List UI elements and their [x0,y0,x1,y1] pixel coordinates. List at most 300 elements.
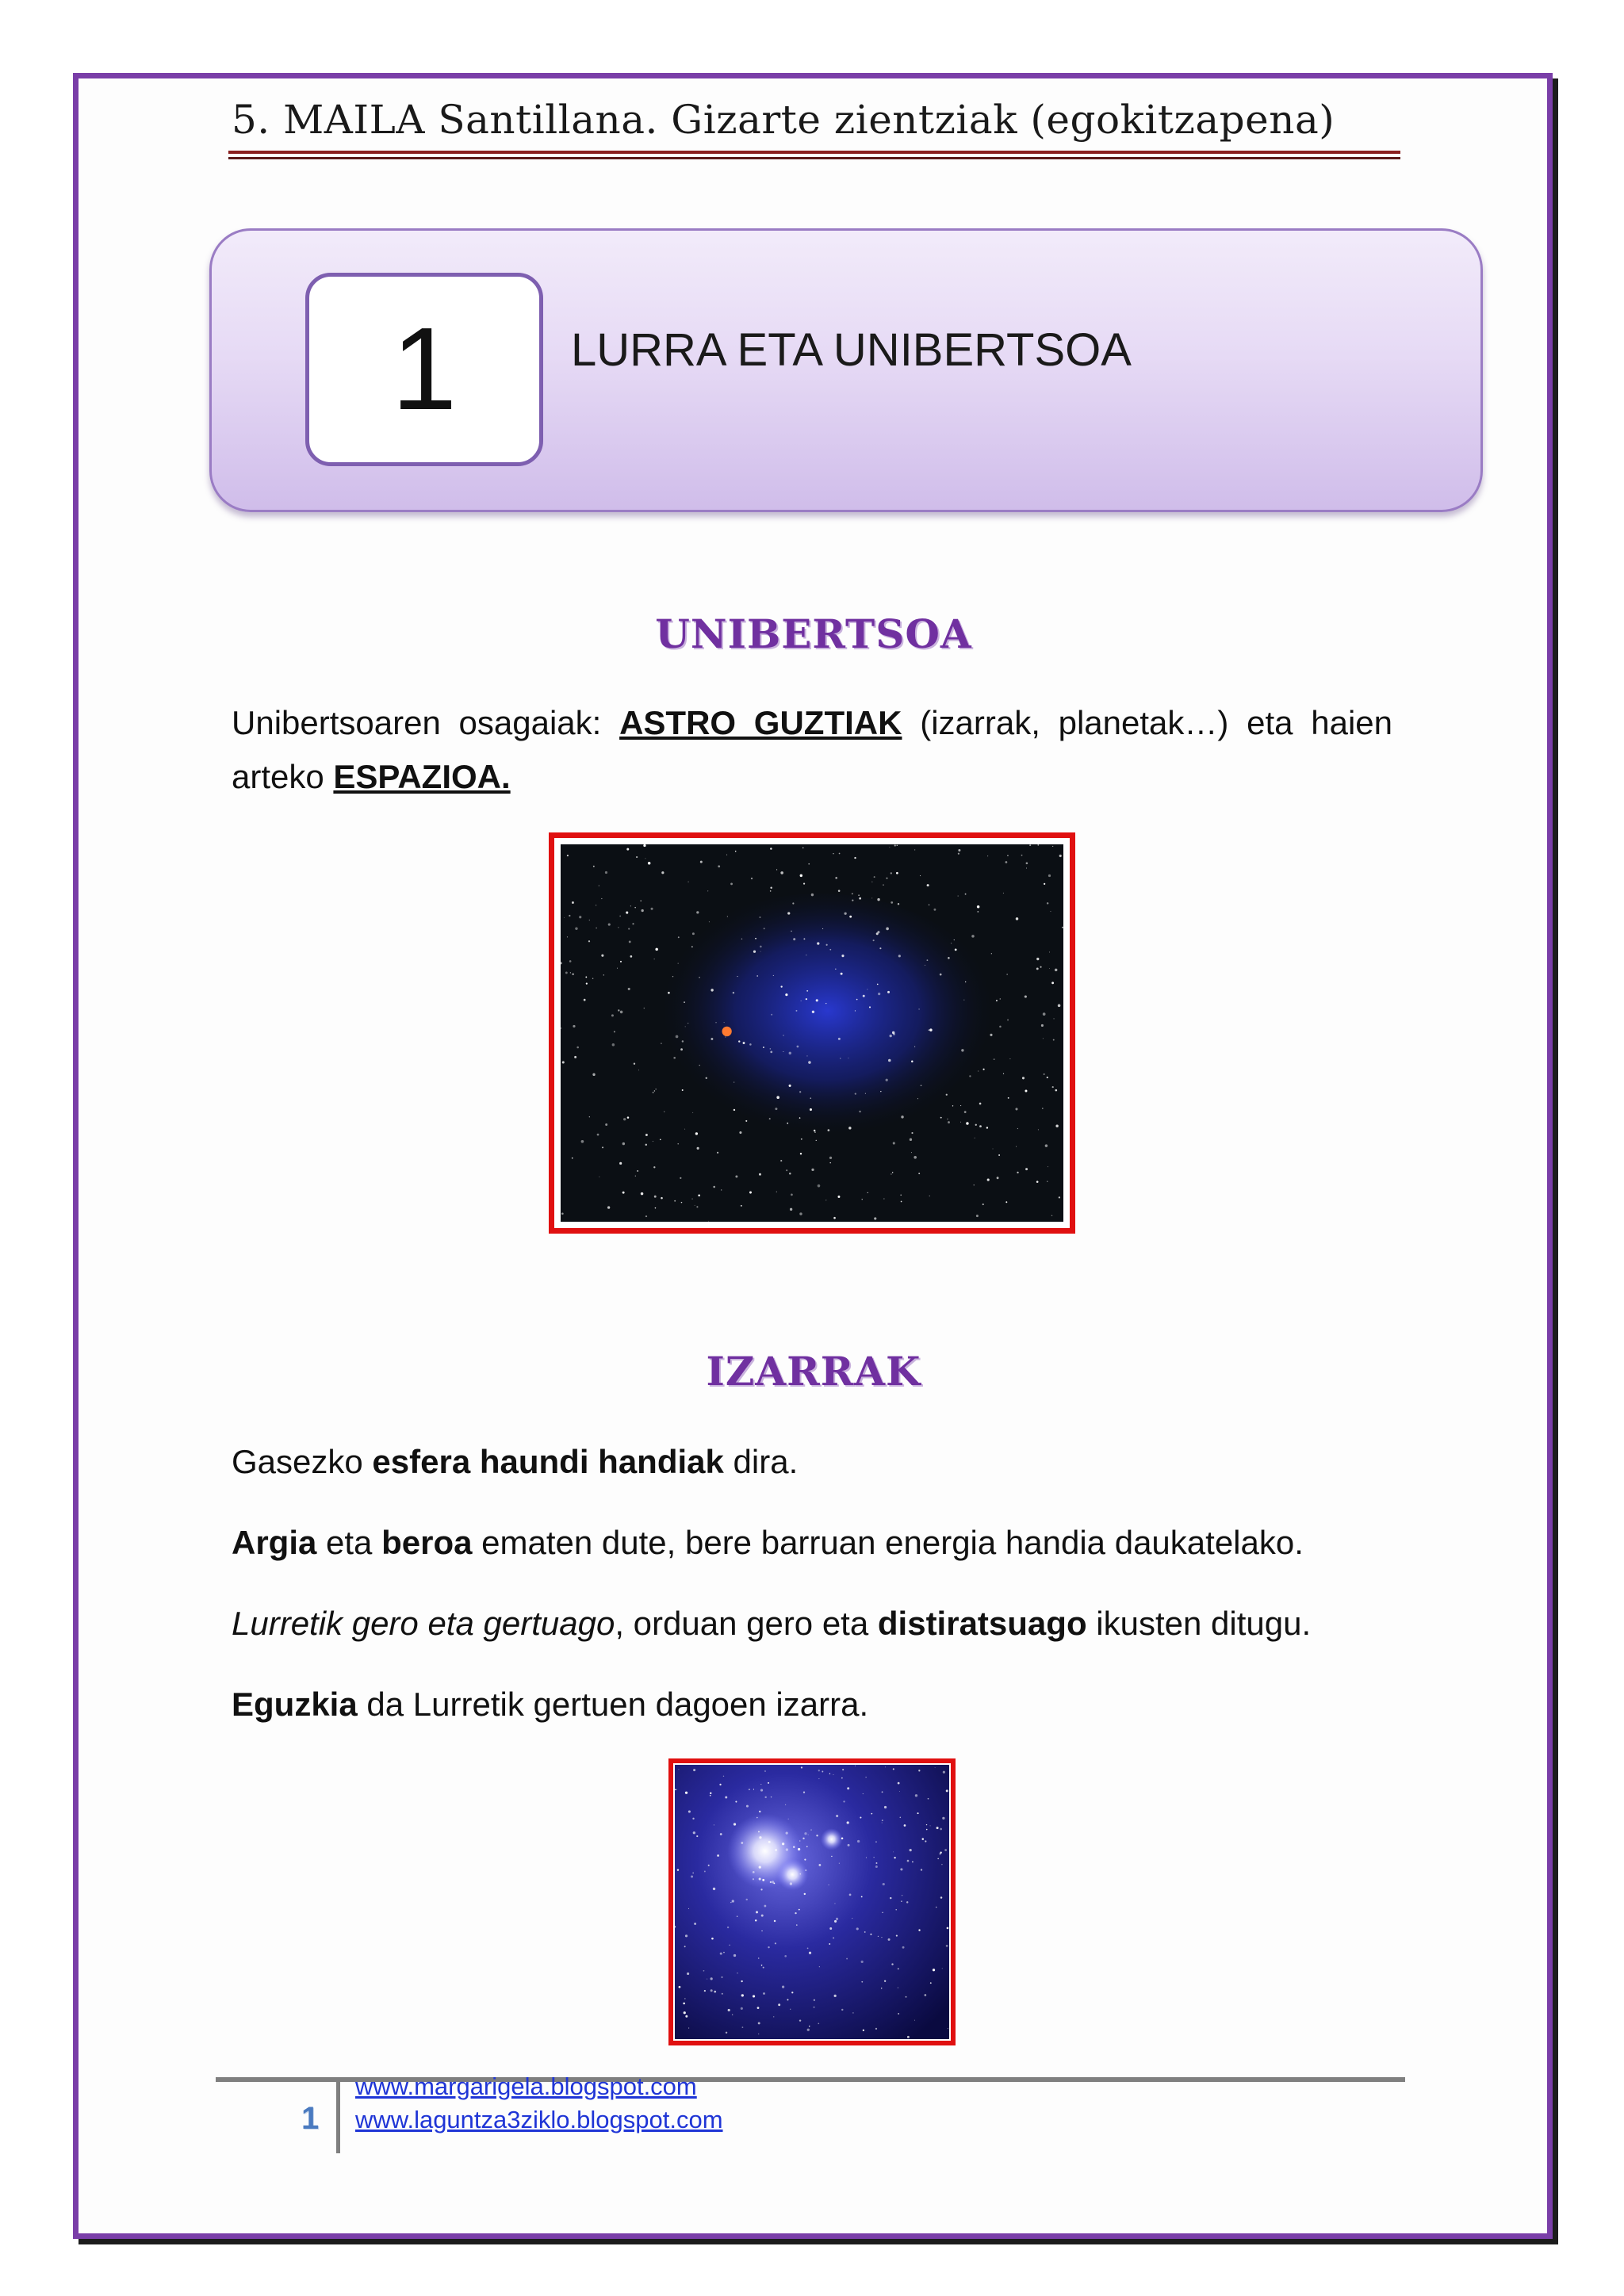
star-dot [683,2003,685,2005]
star-dot [893,1851,894,1852]
star-dot [760,1789,763,1791]
star-dot [572,1158,573,1159]
star-dot [1040,966,1042,968]
star-dot [841,1777,843,1779]
star-dot [917,1812,919,1814]
star-dot [936,1827,939,1829]
text-run: (izarrak, planetak…) eta haien arteko [232,704,1393,795]
star-dot [746,1899,748,1900]
star-dot [997,1177,999,1179]
star-dot [786,1169,787,1171]
star-dot [780,985,782,987]
star-dot [704,1870,706,1872]
star-dot [629,941,631,943]
star-dot [846,1958,848,1960]
star-dot [763,1047,764,1048]
star-dot [738,1040,740,1042]
star-dot [1022,1077,1025,1079]
star-dot [1053,1039,1055,1041]
star-dot [888,1059,891,1062]
star-dot [963,1000,964,1001]
star-dot [888,1938,891,1941]
star-dot [730,1902,731,1903]
star-dot [822,1771,823,1773]
star-dot [655,1207,656,1209]
star-dot [711,1938,714,1940]
star-dot [971,935,975,938]
star-dot [759,916,760,918]
star-dot [741,2007,743,2010]
star-dot [942,1968,943,1969]
star-dot [800,874,802,877]
star-dot [992,1148,993,1149]
star-dot [852,2012,854,2014]
star-dot [978,1071,979,1072]
star-dot [952,1105,953,1106]
star-dot [786,1832,788,1835]
document-header: 5. MAILA Santillana. Gizarte zientziak (egokitzapena) [232,97,1335,143]
star-dot [987,1179,990,1181]
star-dot [816,1140,817,1141]
star-dot [570,972,571,973]
star-dot [688,1810,691,1812]
star-dot [741,1205,742,1207]
star-dot [741,939,743,940]
star-dot [764,928,765,929]
star-dot [807,1948,809,1950]
star-dot [852,893,853,894]
star-dot [841,2009,843,2011]
star-dot [742,2026,744,2028]
star-dot [863,1793,864,1794]
star-dot [966,1122,968,1124]
star-dot [564,917,565,918]
star-dot [727,1927,729,1928]
star-dot [914,2020,915,2021]
star-dot [799,2019,801,2021]
star-dot [882,1820,883,1821]
star-dot [958,895,959,896]
star-dot [770,1051,772,1054]
star-dot [635,1176,636,1177]
star-dot [575,928,577,930]
star-dot [735,851,737,852]
star-dot [799,1840,800,1841]
star-dot [810,1829,811,1830]
star-dot [848,1844,850,1846]
star-dot [1052,1086,1054,1088]
star-dot [586,983,588,985]
star-dot [619,916,621,917]
star-dot [969,1075,971,1077]
star-dot [1051,982,1054,984]
star-dot [691,1198,692,1199]
star-dot [1043,1038,1044,1039]
star-dot [585,977,587,978]
star-dot [684,1946,686,1947]
star-dot [673,1057,676,1059]
star-dot [627,1116,629,1119]
star-dot [829,1943,830,1945]
star-dot [693,1831,695,1834]
star-dot [728,2009,730,2011]
star-dot [948,1121,950,1123]
star-dot [759,1866,761,1868]
star-dot [696,1206,698,1207]
star-dot [807,2029,810,2031]
section-heading-izarrak: IZARRAK [706,1348,921,1395]
star-dot [770,848,772,850]
star-dot [761,1915,764,1917]
star-dot [776,1096,779,1099]
star-dot [696,911,699,913]
star-dot [801,1138,802,1140]
star-dot [861,1961,864,1963]
star-dot [904,1824,906,1827]
star-dot [1017,1172,1018,1173]
star-dot [710,1977,713,1980]
star-dot [687,1973,689,1975]
star-dot [1044,883,1045,885]
star-dot [1051,1215,1053,1216]
star-dot [561,1212,564,1215]
star-dot [1037,844,1039,846]
star-dot [789,1085,791,1087]
star-dot [896,872,898,874]
star-dot [733,1109,735,1111]
star-dot [764,1905,766,1908]
star-dot [857,1840,860,1843]
star-dot [735,1801,737,1803]
star-cluster-image [668,1758,956,2045]
star-dot [1021,855,1023,856]
star-dot [733,992,734,993]
star-dot [799,1212,802,1215]
star-dot [630,955,633,958]
star-dot [836,1815,838,1817]
star-dot [756,1817,758,1819]
star-dot [902,1946,905,1949]
star-dot [655,948,657,951]
star-dot [572,974,573,976]
star-dot [574,1056,576,1058]
star-dot [808,1061,811,1064]
star-dot [800,1153,802,1154]
star-dot [1048,874,1051,877]
star-dot [713,1186,715,1188]
star-dot [854,857,856,859]
star-dot [991,953,992,954]
star-dot [907,1860,910,1862]
star-dot [925,1840,926,1842]
star-dot [947,1119,948,1120]
star-dot [1036,958,1039,960]
star-dot [1006,974,1008,975]
star-dot [829,1157,832,1159]
star-dot [796,1924,797,1925]
star-dot [676,1035,679,1039]
star-dot [834,1920,837,1923]
star-dot [642,909,644,912]
footer-divider [336,2082,340,2153]
star-dot [732,1900,734,1902]
star-dot [768,1782,769,1784]
star-dot [871,897,872,898]
star-dot [901,1195,902,1196]
star-dot [768,1841,771,1843]
star-dot [865,1093,866,1094]
star-dot [803,1792,805,1793]
star-dot [843,1800,845,1802]
star-dot [933,909,936,911]
star-dot [996,1000,998,1001]
star-dot [886,928,889,931]
star-dot [918,1929,920,1931]
star-dot [1017,1128,1018,1129]
star-dot [858,894,860,896]
star-dot [755,938,756,939]
star-dot [692,932,695,935]
star-dot [891,1963,893,1965]
star-dot [619,1162,622,1165]
emphasis-espazioa: ESPAZIOA. [333,758,511,795]
star-dot [994,1058,995,1060]
star-dot [834,1995,837,1997]
star-dot [770,1048,772,1050]
star-dot [602,1146,603,1148]
star-dot [786,1848,788,1850]
star-dot [677,1869,679,1870]
star-dot [836,1918,838,1920]
star-dot [1047,1077,1048,1078]
star-dot [803,882,805,884]
star-dot [763,1967,764,1969]
star-dot [829,1927,832,1930]
star-dot [749,1192,752,1194]
star-dot [637,1170,638,1172]
star-dot [866,1857,867,1858]
star-dot [778,2003,780,2006]
italic-lurretik: Lurretik gero eta gertuago [232,1605,615,1642]
star-dot [816,999,818,1001]
star-dot [685,1792,688,1794]
star-dot [849,1894,852,1896]
star-dot [841,973,843,975]
star-dot [760,1784,761,1785]
star-dot [793,938,795,940]
star-dot [1009,1058,1010,1059]
star-dot [567,855,569,856]
star-dot [915,1794,917,1797]
star-dot [661,871,664,874]
star-dot [907,2036,910,2038]
star-dot [835,877,837,879]
star-dot [698,1194,700,1196]
star-dot [869,1006,871,1008]
star-dot [940,1828,942,1831]
star-dot [804,1859,806,1861]
star-dot [1005,861,1008,863]
star-dot [759,1811,760,1812]
star-dot [883,1883,885,1885]
star-dot [974,1184,975,1185]
emphasis-esfera: esfera haundi handiak [372,1443,724,1480]
star-dot [704,1990,706,1992]
star-dot [1055,1089,1058,1092]
star-dot [1055,969,1057,972]
star-dot [758,2022,760,2024]
footer-link-margarigela[interactable]: www.margarigela.blogspot.com [355,2072,697,2100]
star-dot [847,1787,849,1789]
star-dot [917,1098,918,1099]
star-dot [848,1127,851,1129]
star-dot [810,1108,812,1111]
text-run: Gasezko [232,1443,373,1480]
emphasis-distiratsuago: distiratsuago [877,1605,1087,1642]
star-dot [618,927,619,928]
text-run: ikusten ditugu. [1086,1605,1312,1642]
star-dot [886,1079,888,1081]
star-dot [860,1816,861,1818]
star-dot [562,1061,565,1063]
star-dot [798,1848,800,1850]
star-dot [565,972,568,974]
star-dot [876,1862,878,1864]
star-dot [717,1152,718,1154]
star-dot [573,1025,575,1027]
star-dot [882,1912,883,1913]
star-dot [733,1823,736,1825]
star-dot [592,1073,595,1076]
star-dot [982,1069,984,1070]
star-dot [741,1980,742,1982]
star-dot [818,1770,820,1771]
star-dot [944,1849,947,1851]
star-dot [710,1038,713,1040]
star-dot [911,1061,914,1063]
star-dot [806,1055,807,1056]
star-dot [770,886,772,889]
star-dot [710,989,713,991]
text-run: Unibertsoaren osagaiak: [232,704,620,741]
star-dot [770,890,772,892]
star-dot [1052,846,1053,847]
star-dot [998,1154,1000,1156]
star-dot [684,1998,686,1999]
star-dot [719,1784,721,1785]
star-dot [611,1014,614,1016]
star-dot [608,924,611,926]
star-dot [801,1766,802,1768]
star-dot [898,2013,899,2015]
star-dot [901,1201,902,1203]
star-dot [697,1147,699,1150]
star-dot [1026,862,1028,864]
star-dot [965,894,967,895]
star-dot [1045,1144,1048,1147]
star-dot [741,1842,743,1844]
star-dot [645,1134,648,1136]
star-dot [782,1986,784,1988]
star-dot [792,902,794,904]
star-dot [678,936,680,938]
chapter-number: 1 [305,273,543,466]
starfield-illustration [561,844,1063,1222]
star-dot [960,1122,961,1123]
star-dot [773,2016,774,2017]
star-dot [874,1217,876,1219]
star-dot [790,1208,792,1211]
footer-link-laguntza3ziklo[interactable]: www.laguntza3ziklo.blogspot.com [355,2106,723,2133]
star-dot [592,978,593,979]
star-dot [849,916,852,918]
star-dot [1016,1146,1017,1147]
star-dot [745,1120,747,1122]
star-dot [833,1937,834,1938]
star-dot [1059,855,1062,857]
text-run: da Lurretik gertuen dagoen izarra. [357,1686,869,1723]
star-dot [799,1909,800,1911]
star-dot [640,900,642,901]
star-dot [1049,951,1050,952]
star-dot [789,1173,791,1175]
text-run: eta [316,1524,382,1561]
star-dot [826,944,828,946]
star-dot [946,1789,948,1792]
star-dot [790,1882,792,1885]
star-dot [887,991,890,993]
star-dot [1007,1020,1009,1021]
star-dot [1047,1181,1048,1182]
star-dot [661,1043,662,1044]
emphasis-eguzkia: Eguzkia [232,1686,358,1723]
star-dot [634,1063,635,1065]
star-dot [901,1900,902,1902]
star-dot [753,1995,755,1997]
star-dot [900,1817,902,1819]
star-dot [572,901,574,904]
star-dot [725,1797,727,1799]
star-dot [793,1846,795,1847]
star-dot [654,1196,657,1198]
star-dot [1029,844,1031,846]
star-dot [805,1869,806,1871]
section-heading-unibertsoa: UNIBERTSOA [655,610,972,657]
star-dot [855,1010,856,1011]
star-dot [620,1011,623,1014]
star-dot [924,1994,926,1996]
star-dot [806,990,808,992]
star-dot [618,1009,619,1011]
star-dot [946,1945,948,1947]
star-dot [947,1927,949,1930]
star-dot [1038,1129,1039,1130]
star-dot [803,938,805,939]
star-dot [982,1203,984,1205]
star-dot [1016,917,1018,920]
star-dot [764,1770,766,1772]
star-dot [936,1907,937,1908]
star-dot [569,960,572,962]
star-dot [859,897,861,900]
star-dot [863,995,865,997]
star-dot [761,1965,763,1966]
star-dot [763,1992,765,1995]
star-dot [756,975,758,977]
star-dot [708,1221,709,1222]
star-dot [800,1873,801,1874]
star-dot [691,946,693,947]
